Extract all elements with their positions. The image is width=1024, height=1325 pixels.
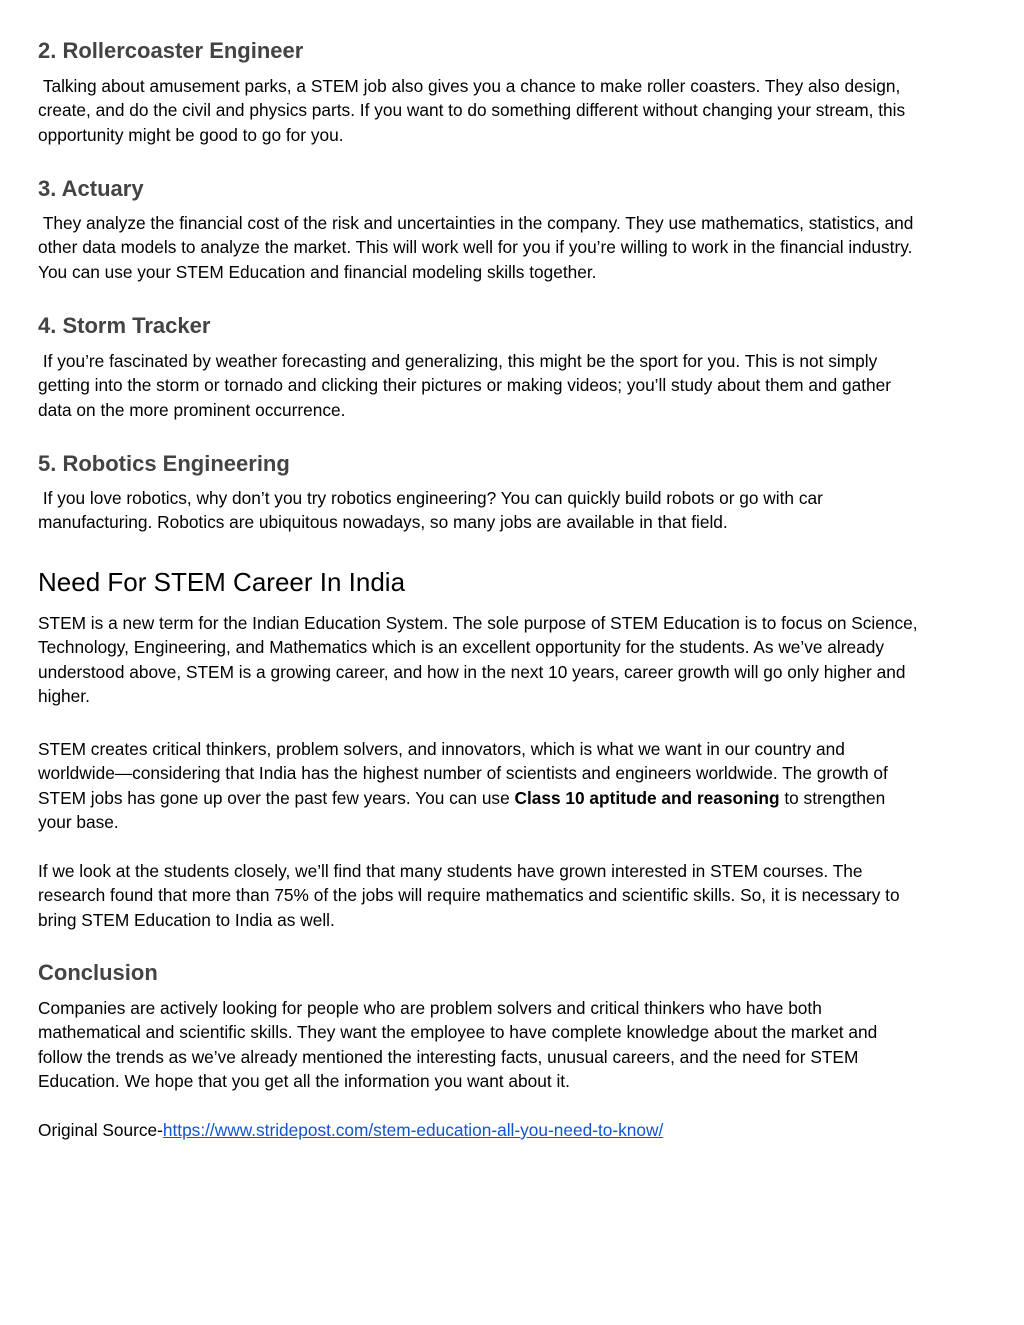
source-link[interactable]: https://www.stridepost.com/stem-education-all-you-need-to-know/ [162,1120,664,1140]
original-source-label: Original Source- [38,1120,163,1140]
need-paragraph-2-text-a: STEM creates critical thinkers, problem solvers, and innovators, which is what we want in our country and worldwide—considering that India has the highest number of scientists and engineers worldwide. The growth of STEM jobs has gone up over the past few years. You can use [38,739,888,808]
need-paragraph-1: STEM is a new term for the Indian Education System. The sole purpose of STEM Education is to focus on Science, Technology, Engineering, and Mathematics which is an excellent opportunity for the students. As we’ve already understood above, STEM is a growing career, and how in the next 10 years, career growth will go only higher and higher. [38,613,918,706]
conclusion-paragraph: Companies are actively looking for people who are problem solvers and critical thinkers who have both mathematical and scientific skills. They want the employee to have complete knowledge about the market and follow the trends as we’ve already mentioned the interesting facts, unusual careers, and the need for STEM Education. We hope that you get all the information you want about it. [38,998,878,1091]
actuary-heading: 3. Actuary [38,176,144,201]
conclusion-heading: Conclusion [38,960,158,985]
rollercoaster-heading: 2. Rollercoaster Engineer [38,38,304,63]
original-source-line [38,1118,918,1142]
storm-tracker-heading: 4. Storm Tracker [38,313,211,338]
robotics-heading: 5. Robotics Engineering [38,451,290,476]
actuary-paragraph: They analyze the financial cost of the risk and uncertainties in the company. They use mathematics, statistics, and other data models to analyze the market. This will work well for you if you’re willing to work in the financial industry. You can use your STEM Education and financial modeling skills together. [38,213,919,282]
robotics-paragraph: If you love robotics, why don’t you try robotics engineering? You can quickly build robots or go with car manufacturing. Robotics are ubiquitous nowadays, so many jobs are available in that field. [38,488,828,533]
need-paragraph-2-text-b: to strengthen your base. [38,787,886,832]
class-10-aptitude-bold: Class 10 aptitude and reasoning [514,787,780,808]
need-for-stem-heading: Need For STEM Career In India [38,567,406,597]
storm-tracker-paragraph: If you’re fascinated by weather forecasting and generalizing, this might be the sport for you. This is not simply getting into the storm or tornado and clicking their pictures or making videos; you’ll study about them and gather data on the more prominent occurrence. [38,351,896,420]
need-paragraph-2 [38,737,918,834]
need-paragraph-3: If we look at the students closely, we’ll find that many students have grown interested in STEM courses. The research found that more than 75% of the jobs will require mathematics and scientific skills. So, it is necessary to bring STEM Education to India as well. [38,861,900,930]
rollercoaster-paragraph: Talking about amusement parks, a STEM job also gives you a chance to make roller coasters. They also design, create, and do the civil and physics parts. If you want to do something different without changing your stream, this opportunity might be good to go for you. [38,76,910,145]
